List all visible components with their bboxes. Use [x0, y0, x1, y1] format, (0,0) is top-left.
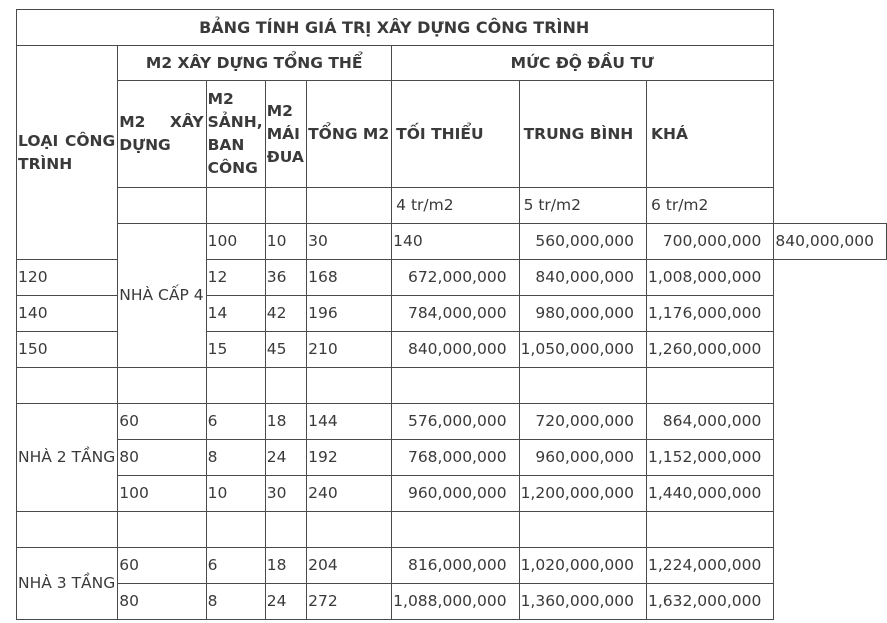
header-investment-group: MỨC ĐỘ ĐẦU TƯ	[392, 46, 774, 81]
cell-cost-min: 784,000,000	[392, 296, 519, 332]
cell-cost-good: 1,632,000,000	[646, 584, 773, 620]
cell-build-area: 140	[17, 296, 118, 332]
header-good: KHÁ	[646, 81, 773, 188]
cell-cost-min: 960,000,000	[392, 476, 519, 512]
rate-row	[17, 188, 887, 224]
cell-lobby-balcony: 8	[206, 440, 265, 476]
empty-cell	[17, 368, 118, 404]
header-min: TỐI THIỂU	[392, 81, 519, 188]
header-roof: M2 MÁI ĐUA	[265, 81, 306, 188]
empty-cell	[265, 368, 306, 404]
cell-cost-min: 1,088,000,000	[392, 584, 519, 620]
empty-cell	[265, 188, 306, 224]
cell-lobby-balcony: 10	[206, 476, 265, 512]
cell-cost-avg: 1,360,000,000	[519, 584, 646, 620]
cell-cost-min: 816,000,000	[392, 548, 519, 584]
table-row	[17, 584, 887, 620]
cell-cost-good: 840,000,000	[774, 224, 887, 260]
cell-cost-good: 1,224,000,000	[646, 548, 773, 584]
cell-roof: 18	[265, 548, 306, 584]
cell-build-area: 80	[118, 440, 206, 476]
empty-cell	[206, 512, 265, 548]
empty-cell	[206, 368, 265, 404]
cell-cost-avg: 720,000,000	[519, 404, 646, 440]
cell-roof: 24	[265, 584, 306, 620]
cell-roof: 30	[265, 476, 306, 512]
table-row	[17, 224, 887, 260]
table-row	[17, 476, 887, 512]
cell-cost-min: 560,000,000	[519, 224, 646, 260]
empty-cell	[646, 512, 773, 548]
cell-cost-good: 864,000,000	[646, 404, 773, 440]
cell-build-area: 60	[118, 548, 206, 584]
cell-cost-good: 1,152,000,000	[646, 440, 773, 476]
empty-cell	[392, 368, 519, 404]
cell-lobby-balcony: 8	[206, 584, 265, 620]
cell-cost-avg: 1,200,000,000	[519, 476, 646, 512]
cell-cost-good: 1,440,000,000	[646, 476, 773, 512]
cell-total: 240	[307, 476, 392, 512]
cell-cost-min: 576,000,000	[392, 404, 519, 440]
cell-roof: 24	[265, 440, 306, 476]
cell-total: 140	[392, 224, 519, 260]
cell-build-area: 100	[206, 224, 265, 260]
table-title: BẢNG TÍNH GIÁ TRỊ XÂY DỰNG CÔNG TRÌNH	[17, 10, 774, 46]
cell-total: 168	[307, 260, 392, 296]
cell-cost-min: 840,000,000	[392, 332, 519, 368]
table-row	[17, 548, 887, 584]
cell-build-area: 60	[118, 404, 206, 440]
cost-table-container	[16, 9, 887, 620]
cell-total: 192	[307, 440, 392, 476]
empty-cell	[118, 368, 206, 404]
cell-total: 196	[307, 296, 392, 332]
separator-row	[17, 368, 887, 404]
cell-cost-avg: 700,000,000	[646, 224, 773, 260]
cell-lobby-balcony: 15	[206, 332, 265, 368]
header-build-area: M2 XÂY DỰNG	[118, 81, 206, 188]
title-row	[17, 10, 887, 46]
table-row	[17, 404, 887, 440]
empty-cell	[307, 512, 392, 548]
header-area-group: M2 XÂY DỰNG TỔNG THỂ	[118, 46, 392, 81]
column-header-row	[17, 81, 887, 188]
cell-lobby-balcony: 14	[206, 296, 265, 332]
cell-cost-avg: 840,000,000	[519, 260, 646, 296]
cell-cost-min: 768,000,000	[392, 440, 519, 476]
group-header-row	[17, 46, 887, 81]
empty-cell	[206, 188, 265, 224]
header-type: LOẠI CÔNG TRÌNH	[17, 46, 118, 260]
cell-lobby-balcony: 10	[265, 224, 306, 260]
header-avg: TRUNG BÌNH	[519, 81, 646, 188]
cell-lobby-balcony: 12	[206, 260, 265, 296]
empty-cell	[307, 188, 392, 224]
empty-cell	[118, 188, 206, 224]
cell-cost-min: 672,000,000	[392, 260, 519, 296]
building-type-label: NHÀ 2 TẦNG	[17, 404, 118, 512]
separator-row	[17, 512, 887, 548]
cell-cost-avg: 1,050,000,000	[519, 332, 646, 368]
cell-lobby-balcony: 6	[206, 404, 265, 440]
cell-roof: 36	[265, 260, 306, 296]
rate-min: 4 tr/m2	[392, 188, 519, 224]
empty-cell	[519, 512, 646, 548]
cell-cost-good: 1,260,000,000	[646, 332, 773, 368]
empty-cell	[646, 368, 773, 404]
cell-cost-avg: 980,000,000	[519, 296, 646, 332]
cell-cost-avg: 960,000,000	[519, 440, 646, 476]
cell-total: 144	[307, 404, 392, 440]
empty-cell	[519, 368, 646, 404]
empty-cell	[118, 512, 206, 548]
rate-avg: 5 tr/m2	[519, 188, 646, 224]
table-row	[17, 440, 887, 476]
cell-build-area: 100	[118, 476, 206, 512]
header-lobby-balcony: M2 SẢNH, BAN CÔNG	[206, 81, 265, 188]
cell-roof: 30	[307, 224, 392, 260]
cell-roof: 42	[265, 296, 306, 332]
cell-build-area: 150	[17, 332, 118, 368]
cell-total: 272	[307, 584, 392, 620]
empty-cell	[17, 512, 118, 548]
cell-build-area: 120	[17, 260, 118, 296]
cell-cost-good: 1,176,000,000	[646, 296, 773, 332]
rate-good: 6 tr/m2	[646, 188, 773, 224]
empty-cell	[265, 512, 306, 548]
cell-roof: 18	[265, 404, 306, 440]
cell-roof: 45	[265, 332, 306, 368]
cell-build-area: 80	[118, 584, 206, 620]
cell-total: 210	[307, 332, 392, 368]
empty-cell	[307, 368, 392, 404]
cell-cost-good: 1,008,000,000	[646, 260, 773, 296]
cell-total: 204	[307, 548, 392, 584]
cell-lobby-balcony: 6	[206, 548, 265, 584]
building-type-label: NHÀ 3 TẦNG	[17, 548, 118, 620]
construction-cost-table	[16, 9, 887, 620]
cell-cost-avg: 1,020,000,000	[519, 548, 646, 584]
empty-cell	[392, 512, 519, 548]
building-type-label: NHÀ CẤP 4	[118, 224, 206, 368]
header-total: TỔNG M2	[307, 81, 392, 188]
